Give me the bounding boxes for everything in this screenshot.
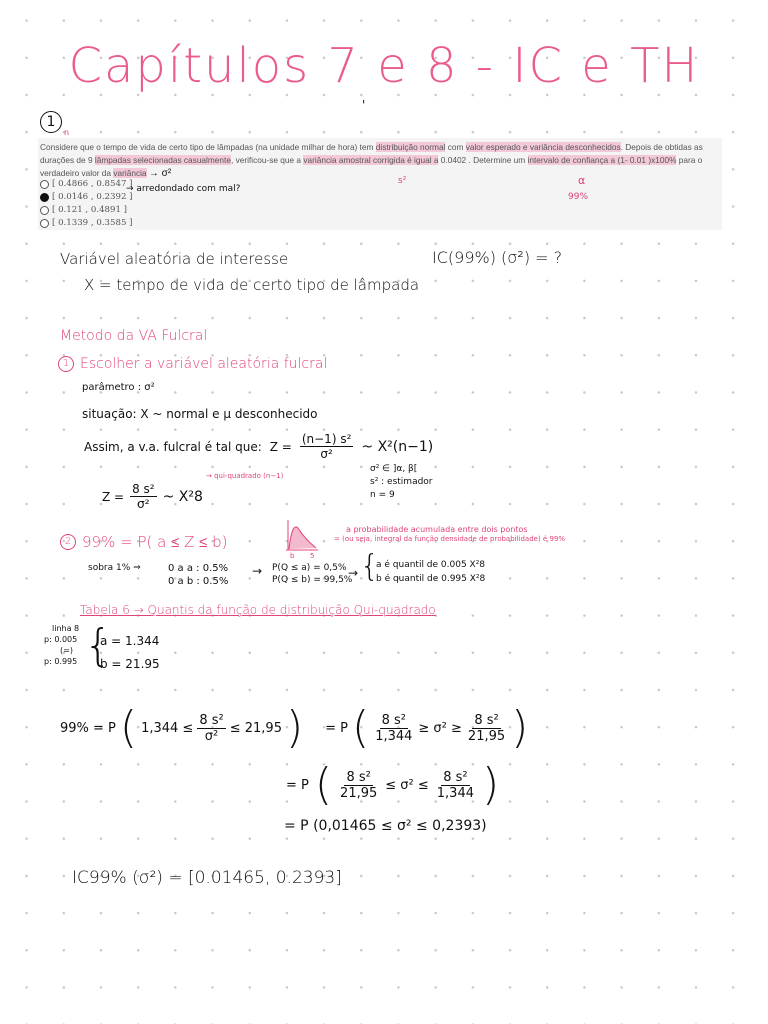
- s2-annotation: s²: [398, 176, 407, 186]
- quant-brace: {: [360, 549, 380, 584]
- situacao-line: situação: X ~ normal e μ desconhecido: [82, 407, 318, 421]
- eq2: = P ( $\frac{\text{8 s²}}{21,95}$ ≤ σ² ≤ $\frac{\text{8 s²}}{1,344}$ ): [286, 759, 500, 810]
- b-value: b = 21.95: [100, 657, 160, 671]
- z-fraction: $\frac{\text{(n−1) s²}}{\text{σ²}}$: [301, 432, 352, 461]
- p995-label: p: 0.995: [44, 657, 78, 666]
- question-n-mark: n: [64, 128, 70, 137]
- method-title: Metodo da VA Fulcral: [60, 328, 208, 344]
- graph-label-b: b: [290, 552, 295, 560]
- step2: 2 99% = P( a ≤ Z ≤ b): [60, 533, 228, 551]
- sobra-1: 0 a a : 0.5%: [168, 563, 229, 574]
- option-4[interactable]: [ 0.1339 , 0.3585 ]: [40, 218, 133, 228]
- quant-a: a é quantil de 0.005 X²8: [376, 560, 486, 570]
- question-text: Considere que o tempo de vida de certo tipo de lâmpadas (na unidade milhar de hora) tem distribuição normal com valor esperado e variância desconhecidos. Depois de obtidas as durações de 9 lâmpadas selecionadas casualmente, verificou-se que a variância amostral corrigida é igual a 0.0402 . Determine um intervalo de confiança a (1- 0.01 )x100% para o verdadeiro valor da variância → σ²: [40, 142, 703, 179]
- ic-question: IC(99%) (σ²) = ?: [432, 248, 563, 267]
- page-title: Capítulos 7 e 8 - IC e TH: [68, 38, 700, 94]
- arrow-to-p: →: [252, 564, 263, 578]
- param-line: parâmetro : σ²: [82, 382, 155, 393]
- option-2[interactable]: [ 0.0146 , 0.2392 ]: [40, 192, 133, 202]
- selected-note: → arredondado com mal?: [126, 184, 241, 194]
- sobra-label: sobra 1% ⇒: [88, 563, 141, 573]
- radio-2-selected[interactable]: [40, 193, 49, 202]
- tick-mark: ': [362, 98, 366, 112]
- a-value: a = 1.344: [100, 634, 160, 648]
- radio-1[interactable]: [40, 180, 49, 189]
- z2-fraction: $\frac{\text{8 s²}}{\text{σ²}}$: [132, 482, 155, 511]
- linha-label: linha 8: [52, 624, 80, 633]
- prob-note-2: = (ou seja, integral da função densidade de probabilidade) é 99%: [334, 535, 566, 543]
- z2-line: Z = $\frac{\text{8 s²}}{\text{σ²}}$ ~ X²8: [102, 482, 203, 511]
- question-number: 1: [40, 111, 62, 133]
- tabela-brace: {: [84, 620, 112, 671]
- step2-number: 2: [60, 534, 76, 550]
- var-definition: X = tempo de vida de certo tipo de lâmpada: [84, 276, 420, 294]
- equiv-label: (=): [60, 646, 73, 655]
- var-title: Variável aleatória de interesse: [60, 250, 289, 268]
- pz-b: P(Q ≤ b) = 99,5%: [272, 575, 353, 585]
- pz-a: P(Q ≤ a) = 0,5%: [272, 563, 347, 573]
- estimador: s² : estimador: [370, 477, 433, 487]
- eq1: 99% = P ( 1,344 ≤ $\frac{\text{8 s²}}{\text{σ²}}$ ≤ 21,95 ) = P ( $\frac{\text{8 s²}}{1,344}$ ≥ σ² ≥ $\frac{\text{8 s²}}{21,95}$ ): [60, 702, 529, 753]
- p005-label: p: 0.005: [44, 635, 78, 644]
- arrow-to-quant: →: [348, 566, 359, 580]
- assim-line: Assim, a v.a. fulcral é tal que: Z = $\frac{\text{(n−1) s²}}{\text{σ²}}$ ~ X²(n−1): [84, 432, 434, 461]
- option-3[interactable]: [ 0.121 , 0.4891 ]: [40, 205, 127, 215]
- quant-b: b é quantil de 0.995 X²8: [376, 574, 486, 584]
- eq3: = P (0,01465 ≤ σ² ≤ 0,2393): [284, 818, 487, 834]
- sobra-2: 0 a b : 0.5%: [168, 576, 229, 587]
- qui-note: → qui-quadrado (n−1): [206, 472, 284, 480]
- density-graph: [284, 518, 320, 554]
- step1: 1 Escolher a variável aleatória fulcral: [58, 356, 327, 372]
- param-set: σ² ∈ ]α, β[: [370, 464, 418, 474]
- alpha-annotation: α: [578, 174, 586, 187]
- radio-4[interactable]: [40, 219, 49, 228]
- step1-number: 1: [58, 356, 74, 372]
- graph-label-5: 5: [310, 552, 315, 560]
- n-value: n = 9: [370, 490, 395, 500]
- prob-note-1: a probabilidade acumulada entre dois pontos: [346, 525, 528, 534]
- radio-3[interactable]: [40, 206, 49, 215]
- pct-annotation: 99%: [568, 192, 589, 202]
- tabela-title: Tabela 6 → Quantis da função de distribuição Qui-quadrado: [80, 603, 436, 617]
- option-1[interactable]: [ 0.4866 , 0.8547 ]: [40, 179, 133, 189]
- final-result: IC99% (σ²) = [0.01465, 0.2393]: [72, 868, 342, 888]
